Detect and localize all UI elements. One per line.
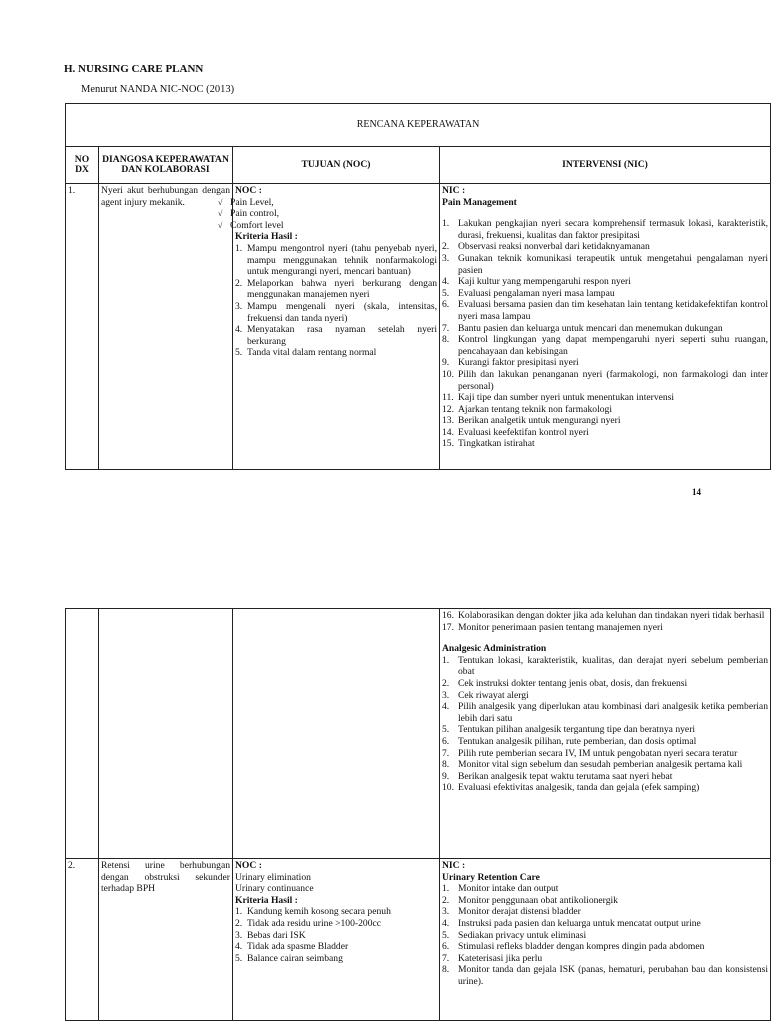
list-item: [442, 918, 768, 930]
list-item-text: Mampu mengontrol nyeri (tahu penyebab nyeri, mampu menggunakan tehnik nonfarmakologi untuk mengurangi nyeri, mencari bantuan): [247, 242, 437, 278]
list-item-number: 4.: [235, 941, 243, 953]
header-no-dx: NO DX: [66, 147, 99, 184]
list-item-number: 13.: [442, 415, 454, 427]
noc-item-text: Comfort level: [230, 219, 284, 231]
nic-section-title: Urinary Retention Care: [442, 871, 540, 883]
list-item: [442, 253, 768, 276]
nic-list: [442, 610, 768, 633]
list-item-number: 8.: [442, 334, 450, 346]
list-item-number: 4.: [442, 701, 450, 713]
list-item: [442, 759, 768, 771]
list-item-number: 12.: [442, 403, 454, 415]
noc-item: [218, 196, 437, 209]
list-item-text: Sediakan privacy untuk eliminasi: [458, 929, 587, 941]
list-item-text: Monitor vital sign sebelum dan sesudah pemberian analgesik pertama kali: [458, 759, 743, 771]
noc-label: NOC :: [235, 860, 262, 871]
list-item-text: Kandung kemih kosong secara penuh: [247, 906, 391, 918]
noc-cell: [233, 859, 440, 1021]
list-item: [235, 953, 437, 965]
list-item: [442, 334, 768, 357]
list-item-number: 8.: [442, 759, 450, 771]
noc-item: Urinary elimination: [235, 871, 311, 883]
list-item-text: Evaluasi pengalaman nyeri masa lampau: [458, 287, 615, 299]
list-item-text: Observasi reaksi nonverbal dari ketidaknyamanan: [458, 241, 650, 253]
kriteria-label: Kriteria Hasil :: [235, 231, 298, 243]
list-item: [442, 930, 768, 942]
list-item-number: 1.: [442, 883, 450, 895]
list-item-number: 14.: [442, 426, 454, 438]
list-item: [235, 243, 437, 278]
list-item: [442, 404, 768, 416]
noc-item: Urinary continuance: [235, 883, 314, 895]
list-item: [442, 357, 768, 369]
list-item-text: Instruksi pada pasien dan keluarga untuk mencatat output urine: [458, 917, 701, 929]
list-item-text: Tidak ada residu urine >100-200cc: [247, 917, 382, 929]
list-item: [442, 771, 768, 783]
list-item-text: Bantu pasien dan keluarga untuk mencari dan menemukan dukungan: [458, 322, 723, 334]
list-item-number: 9.: [442, 357, 450, 369]
list-item-number: 2.: [235, 917, 243, 929]
list-item-text: Pilih analgesik yang diperlukan atau kombinasi dari analgesik ketika pemberian lebih dari satu: [458, 701, 768, 724]
list-item-text: Monitor tanda dan gejala ISK (panas, hematuri, perubahan bau dan konsistensi urine).: [458, 964, 768, 987]
section-subheading: Menurut NANDA NIC-NOC (2013): [81, 84, 235, 95]
list-item: [442, 323, 768, 335]
list-item-number: 1.: [442, 654, 450, 666]
list-item-text: Cek instruksi dokter tentang jenis obat, dosis, dan frekuensi: [458, 677, 688, 689]
list-item-text: Cek riwayat alergi: [458, 689, 529, 701]
list-item-text: Tanda vital dalam rentang normal: [247, 347, 377, 359]
noc-list: [218, 196, 437, 232]
list-item: [442, 427, 768, 439]
list-item: [442, 953, 768, 965]
kriteria-label: Kriteria Hasil :: [235, 894, 298, 906]
page-number: 14: [692, 487, 701, 497]
check-bullet-icon: √: [218, 209, 223, 219]
header-tujuan: TUJUAN (NOC): [233, 147, 440, 184]
list-item-text: Tentukan lokasi, karakteristik, kualitas, dan derajat nyeri sebelum pemberian obat: [458, 654, 768, 678]
list-item-text: Menyatakan rasa nyaman setelah nyeri berkurang: [247, 324, 437, 347]
list-item-number: 1.: [235, 242, 243, 254]
list-item-number: 17.: [442, 621, 454, 633]
list-item-number: 5.: [235, 347, 243, 359]
list-item-text: Balance cairan seimbang: [247, 952, 343, 964]
list-item: [442, 288, 768, 300]
diagnosis-text: Nyeri akut berhubungan dengan agent injury mekanik.: [99, 184, 233, 470]
list-item: [442, 690, 768, 702]
list-item-text: Berikan analgesik tepat waktu terutama saat nyeri hebat: [458, 770, 673, 782]
diagnosis-text: Retensi urine berhubungan dengan obstruksi sekunder terhadap BPH: [99, 859, 233, 1021]
list-item-number: 10.: [442, 782, 454, 794]
list-item-text: Evaluasi bersama pasien dan tim kesehatan lain tentang ketidakefektifan kontrol nyeri masa lampau: [458, 299, 769, 322]
noc-item-text: Pain Level,: [230, 196, 274, 208]
nic-section-title: Pain Management: [442, 196, 517, 208]
list-item: [442, 392, 768, 404]
nic-cell: [440, 859, 771, 1021]
kriteria-list: [235, 243, 437, 359]
list-item: [235, 930, 437, 942]
analgesic-title: Analgesic Administration: [442, 643, 547, 655]
list-item-text: Lakukan pengkajian nyeri secara komprehensif termasuk lokasi, karakteristik, durasi, frekuensi, kualitas dan faktor presipitasi: [458, 218, 769, 241]
list-item-number: 4.: [442, 276, 450, 288]
list-item: [235, 278, 437, 301]
row-number: 1.: [66, 184, 99, 470]
list-item-text: Monitor penerimaan pasien tentang manajemen nyeri: [458, 621, 663, 633]
list-item: [442, 655, 768, 678]
nic-cell-continued: [440, 609, 771, 859]
nic-label: NIC :: [442, 860, 466, 871]
list-item-number: 3.: [442, 906, 450, 918]
list-item-number: 3.: [442, 252, 450, 264]
list-item-number: 1.: [442, 218, 450, 230]
list-item: [442, 701, 768, 724]
noc-list: [235, 872, 437, 895]
nic-label: NIC :: [442, 185, 466, 196]
header-diagnosa: DIANGOSA KEPERAWATAN DAN KOLABORASI: [99, 147, 233, 184]
list-item-number: 9.: [442, 770, 450, 782]
nic-cell: [440, 184, 771, 470]
list-item-number: 6.: [442, 941, 450, 953]
list-item-number: 16.: [442, 610, 454, 621]
noc-item-text: Pain control,: [230, 208, 280, 220]
list-item: [235, 347, 437, 359]
row-number: 2.: [66, 859, 99, 1021]
list-item-number: 7.: [442, 322, 450, 334]
list-item-number: 3.: [235, 929, 243, 941]
list-item: [442, 941, 768, 953]
list-item: [442, 218, 768, 241]
list-item-number: 5.: [442, 287, 450, 299]
list-item-text: Melaporkan bahwa nyeri berkurang dengan menggunakan manajemen nyeri: [247, 277, 437, 301]
table-row: [66, 184, 771, 470]
list-item: [442, 883, 768, 895]
list-item: [442, 748, 768, 760]
list-item-number: 7.: [442, 952, 450, 964]
list-item-number: 7.: [442, 747, 450, 759]
list-item-text: Kateterisasi jika perlu: [458, 952, 543, 964]
list-item: [442, 299, 768, 322]
list-item-text: Tidak ada spasme Bladder: [247, 941, 349, 953]
analgesic-list: [442, 655, 768, 794]
list-item-number: 4.: [442, 917, 450, 929]
list-item-text: Kontrol lingkungan yang dapat mempengaruhi nyeri seperti suhu ruangan, pencahayaan dan kebisingan: [458, 334, 769, 357]
list-item: [235, 906, 437, 918]
table-row: [66, 859, 771, 1021]
list-item-text: Tingkatkan istirahat: [458, 438, 535, 450]
list-item-text: Tentukan analgesik pilihan, rute pemberian, dan dosis optimal: [458, 735, 697, 747]
list-item-number: 2.: [442, 677, 450, 689]
list-item-text: Evaluasi efektivitas analgesik, tanda dan gejala (efek samping): [458, 782, 700, 794]
list-item: [442, 241, 768, 253]
list-item: [442, 724, 768, 736]
list-item: [442, 782, 768, 794]
list-item-text: Kaji kultur yang mempengaruhi respon nyeri: [458, 276, 631, 288]
check-bullet-icon: √: [218, 197, 223, 207]
list-item-number: 2.: [235, 277, 243, 289]
list-item: [235, 324, 437, 347]
list-item-number: 6.: [442, 735, 450, 747]
list-item-text: Kolaborasikan dengan dokter jika ada keluhan dan tindakan nyeri tidak berhasil: [458, 610, 765, 621]
list-item-text: Monitor intake dan output: [458, 883, 559, 895]
list-item-text: Ajarkan tentang teknik non farmakologi: [458, 403, 612, 415]
list-item-number: 1.: [235, 906, 243, 918]
kriteria-list: [235, 906, 437, 964]
list-item-text: Tentukan pilihan analgesik tergantung tipe dan beratnya nyeri: [458, 724, 696, 736]
noc-item: [218, 208, 437, 220]
check-bullet-icon: √: [218, 220, 223, 230]
list-item-text: Kaji tipe dan sumber nyeri untuk menentukan intervensi: [458, 392, 675, 404]
list-item: [442, 895, 768, 907]
list-item-number: 3.: [442, 689, 450, 701]
list-item: [442, 678, 768, 690]
list-item-number: 11.: [442, 392, 454, 404]
list-item: [235, 918, 437, 930]
section-heading: H. NURSING CARE PLANN: [64, 63, 204, 75]
list-item-text: Bebas dari ISK: [247, 929, 306, 941]
list-item-text: Mampu mengenali nyeri (skala, intensitas, frekuensi dan tanda nyeri): [247, 300, 437, 324]
list-item: [442, 906, 768, 918]
list-item-number: 2.: [442, 241, 450, 253]
list-item-number: 2.: [442, 894, 450, 906]
list-item-number: 10.: [442, 368, 454, 380]
list-item-text: Pilih rute pemberian secara IV, IM untuk pengobatan nyeri secara teratur: [458, 747, 738, 759]
list-item-number: 3.: [235, 300, 243, 312]
list-item-number: 8.: [442, 964, 450, 976]
list-item: [235, 301, 437, 324]
table-title: RENCANA KEPERAWATAN: [66, 104, 771, 147]
list-item: [442, 610, 768, 622]
list-item: [442, 276, 768, 288]
list-item: [442, 736, 768, 748]
list-item: [442, 415, 768, 427]
care-plan-table-continued: [65, 608, 771, 1021]
noc-item: [218, 219, 437, 232]
list-item: [442, 622, 768, 634]
care-plan-table: [65, 103, 771, 470]
list-item-number: 6.: [442, 299, 450, 311]
list-item-text: Gunakan teknik komunikasi terapeutik untuk mengetahui pengalaman nyeri pasien: [458, 252, 769, 276]
list-item-text: Monitor derajat distensi bladder: [458, 906, 581, 918]
noc-label: NOC :: [235, 185, 262, 196]
list-item-text: Kurangi faktor presipitasi nyeri: [458, 357, 579, 369]
nic-list: [442, 218, 768, 450]
list-item-text: Pilih dan lakukan penanganan nyeri (farmakologi, non farmakologi dan inter personal): [458, 368, 769, 392]
list-item-number: 15.: [442, 438, 454, 450]
list-item-text: Monitor penggunaan obat antikolionergik: [458, 894, 618, 906]
list-item-text: Evaluasi keefektifan kontrol nyeri: [458, 426, 589, 438]
list-item-text: Stimulasi refleks bladder dengan kompres dingin pada abdomen: [458, 941, 705, 953]
list-item-number: 5.: [442, 724, 450, 736]
list-item-number: 4.: [235, 324, 243, 336]
list-item-number: 5.: [235, 952, 243, 964]
list-item-number: 5.: [442, 929, 450, 941]
header-intervensi: INTERVENSI (NIC): [440, 147, 771, 184]
list-item: [442, 369, 768, 392]
list-item: [235, 941, 437, 953]
list-item: [442, 964, 768, 987]
noc-cell: [218, 184, 440, 470]
list-item-text: Berikan analgetik untuk mengurangi nyeri: [458, 415, 621, 427]
nic-list: [442, 883, 768, 987]
table-row: [66, 609, 771, 859]
list-item: [442, 438, 768, 450]
